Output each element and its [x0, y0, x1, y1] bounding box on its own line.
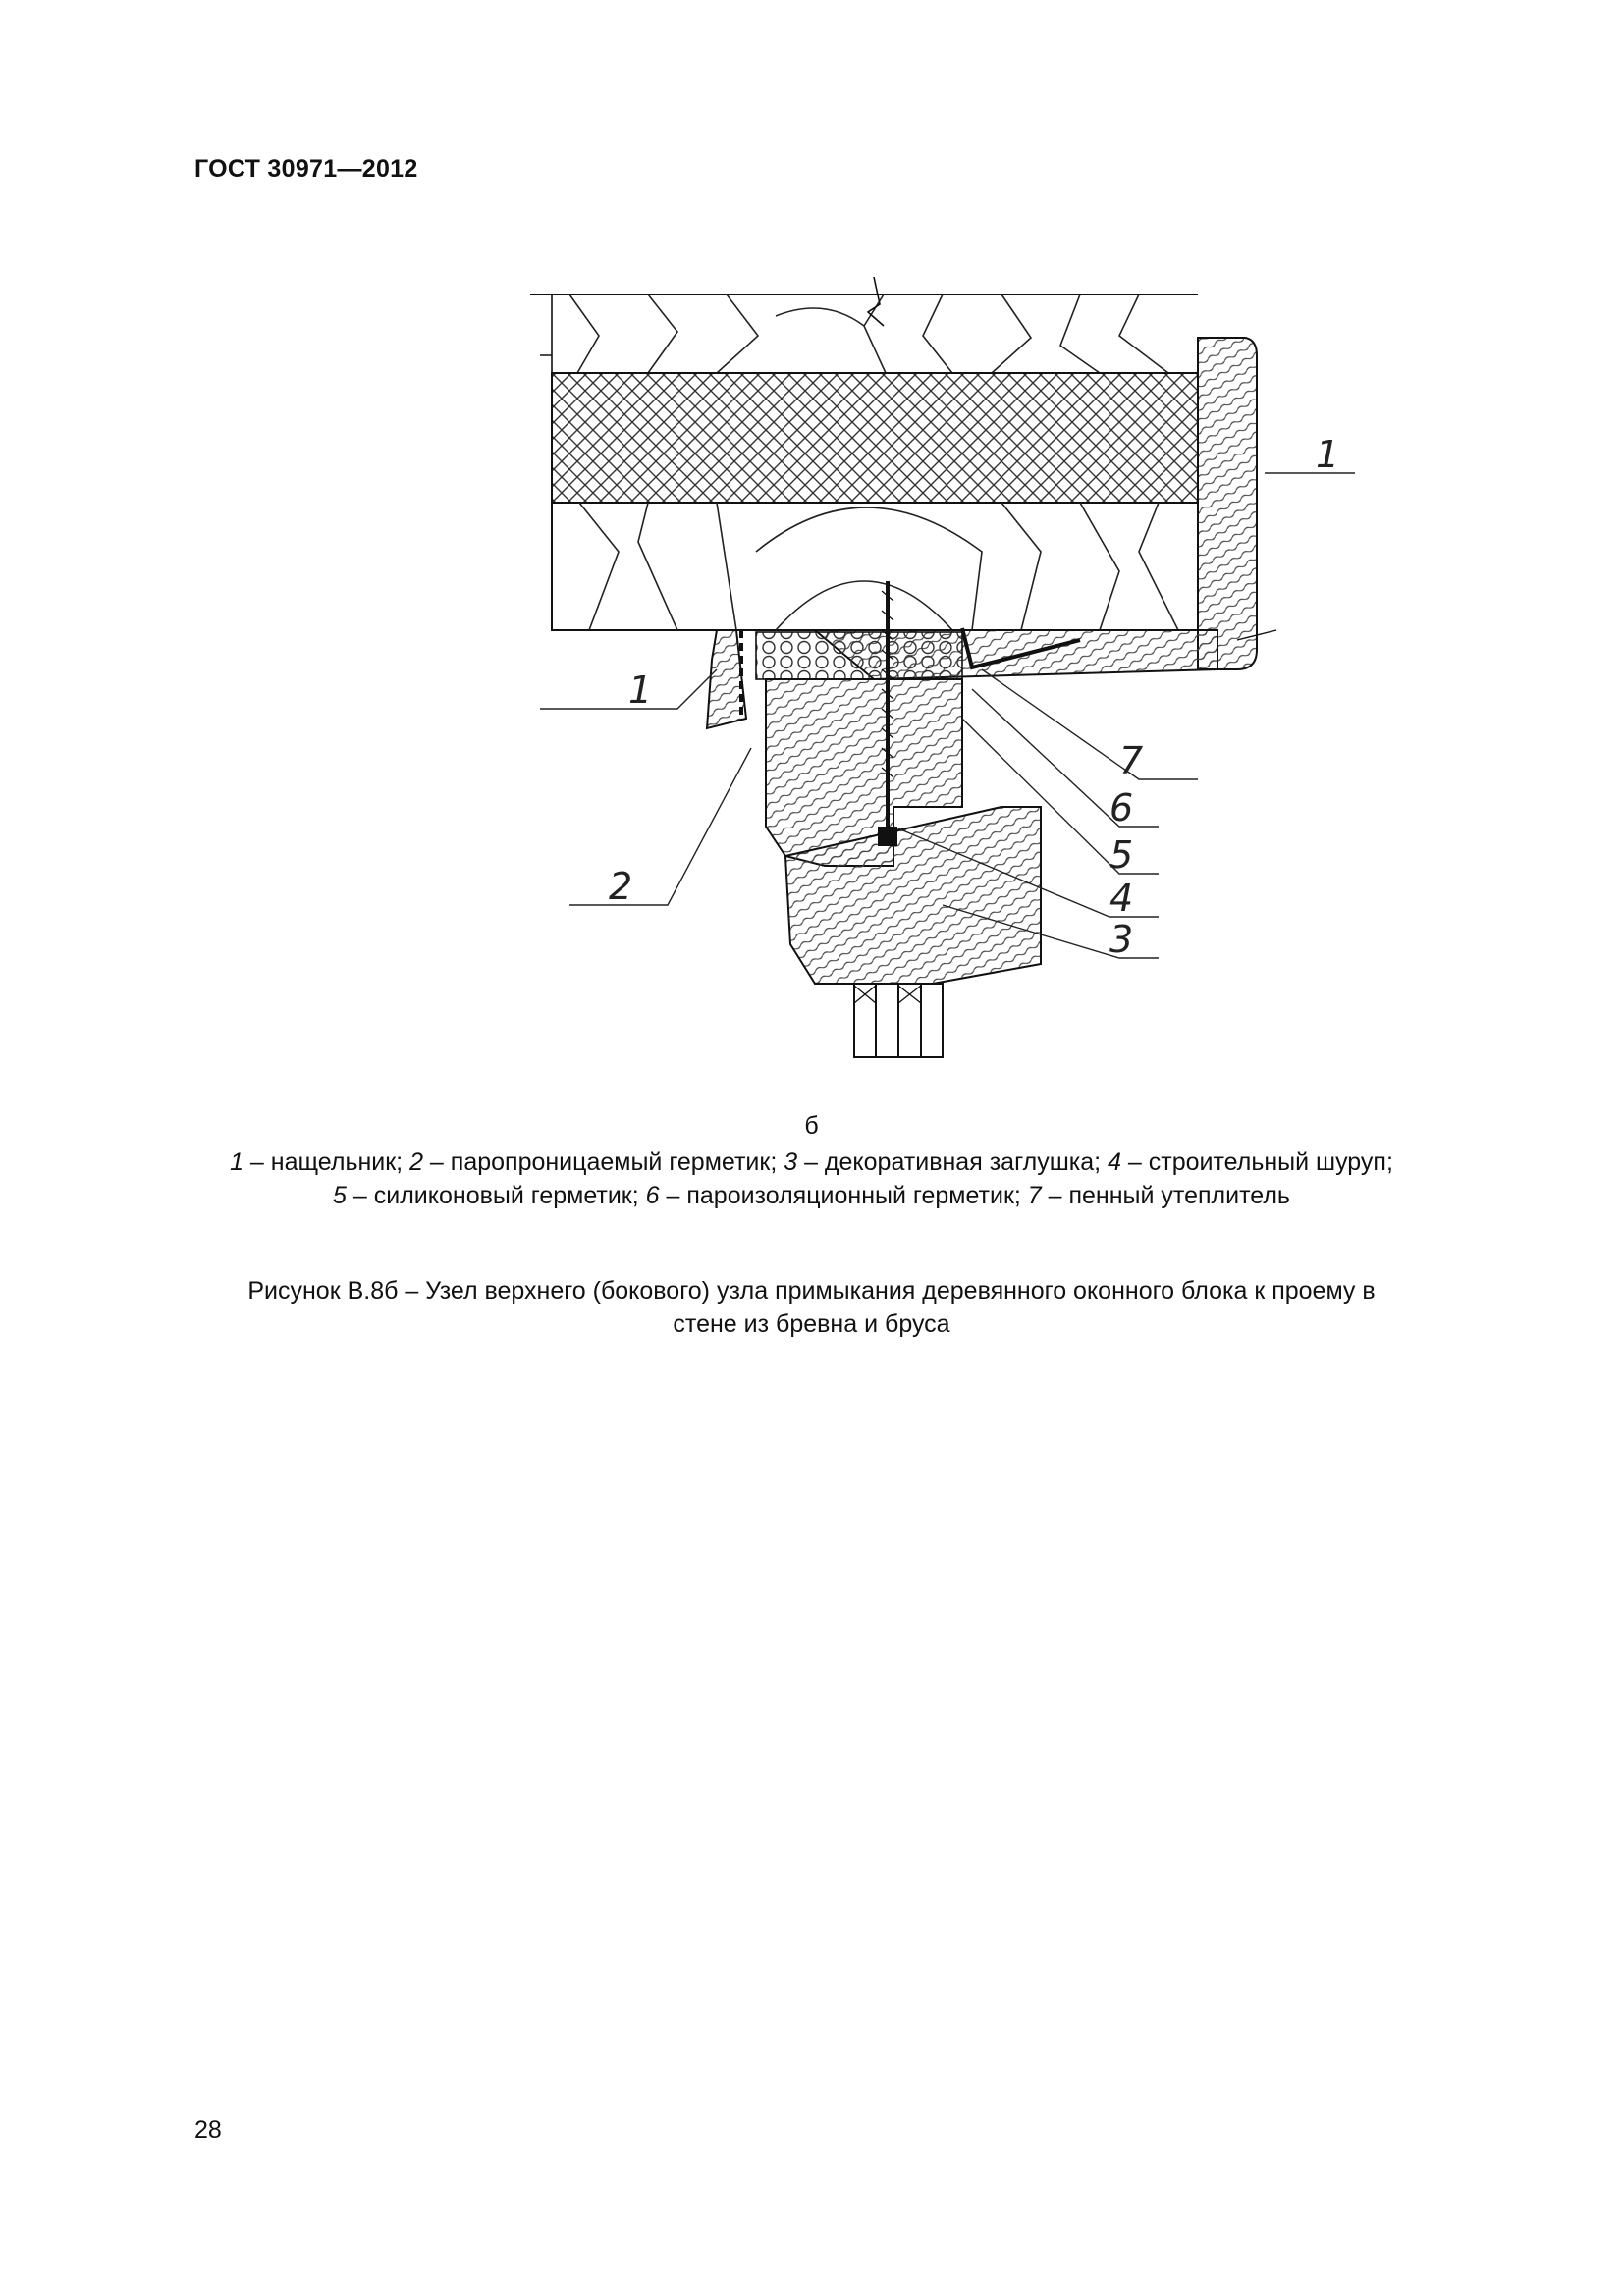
legend-num-2: 2 [409, 1148, 423, 1176]
callout-1-right: 1 [1316, 433, 1340, 476]
legend-text-5: – силиконовый герметик; [346, 1182, 646, 1209]
callout-2: 2 [609, 865, 633, 908]
legend-line-1 [147, 1146, 1476, 1179]
legend-num-1: 1 [230, 1148, 243, 1176]
legend-text-2: – паропроницаемый герметик; [422, 1148, 784, 1176]
legend-num-5: 5 [333, 1182, 347, 1209]
legend-text-4: – строительный шуруп; [1120, 1148, 1393, 1176]
glazing-unit [854, 984, 943, 1057]
callout-3: 3 [1109, 918, 1134, 961]
legend-num-7: 7 [1027, 1182, 1042, 1209]
legend-text-7: – пенный утеплитель [1041, 1182, 1290, 1209]
document-header: ГОСТ 30971—2012 [194, 155, 418, 183]
caption-line-2: стене из бревна и бруса [673, 1310, 950, 1338]
callout-6: 6 [1109, 786, 1134, 829]
wall-log-bottom [552, 503, 1198, 630]
wall-insulation-layer [552, 373, 1198, 503]
callout-5: 5 [1109, 833, 1134, 877]
wall-log-top [530, 277, 1198, 373]
callout-7: 7 [1119, 739, 1144, 782]
technical-drawing [530, 257, 1340, 1062]
figure-legend [147, 1146, 1476, 1212]
caption-line-1: Рисунок В.8б – Узел верхнего (бокового) узла примыкания деревянного оконного блока к проему в [247, 1277, 1376, 1305]
legend-num-6: 6 [645, 1182, 660, 1209]
legend-num-4: 4 [1108, 1148, 1121, 1176]
foam-insulation [756, 632, 962, 679]
legend-num-3: 3 [784, 1148, 798, 1176]
figure-sublabel: б [804, 1112, 819, 1140]
callout-1-left: 1 [628, 668, 653, 712]
legend-text-6: – пароизоляционный герметик; [659, 1182, 1028, 1209]
legend-line-2 [147, 1179, 1476, 1212]
casing-board-right [1198, 338, 1257, 669]
legend-text-3: – декоративная заглушка; [797, 1148, 1109, 1176]
page-number: 28 [194, 2116, 222, 2144]
figure-caption [196, 1274, 1427, 1341]
callout-4: 4 [1109, 877, 1134, 920]
legend-text-1: – нащельник; [243, 1148, 410, 1176]
